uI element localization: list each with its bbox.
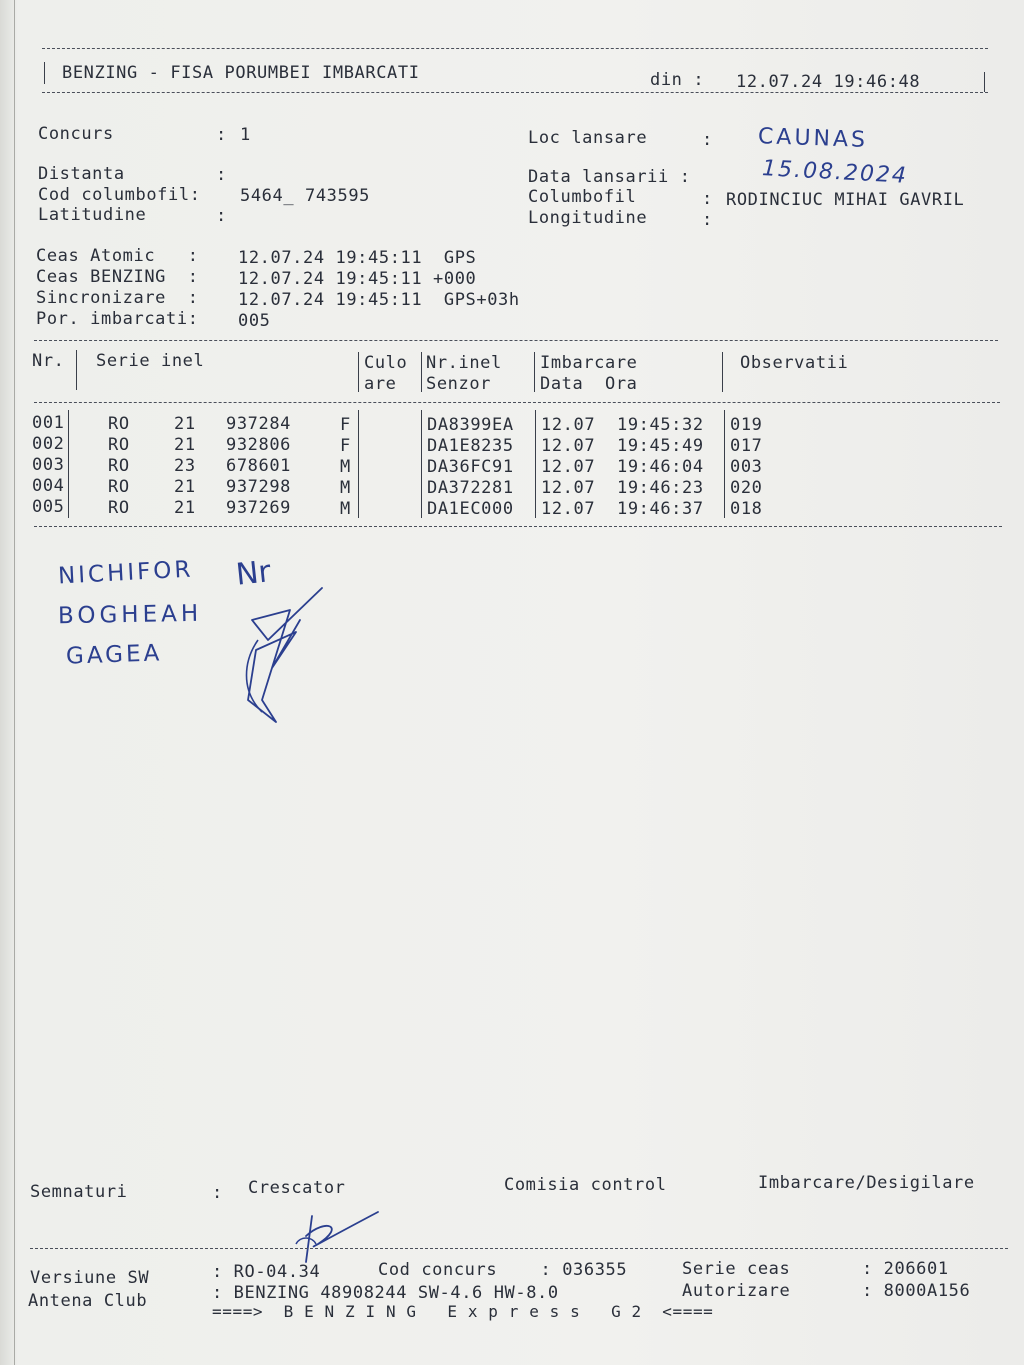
cell-senzor: DA8399EA	[427, 415, 514, 435]
header-bottom-rule	[42, 92, 988, 93]
cell-nr: 003	[32, 455, 65, 475]
cell-senzor: DA372281	[427, 478, 514, 498]
cell-tara: RO	[108, 477, 130, 497]
row-divider-ora	[724, 410, 725, 518]
ceas-benzing-label: Ceas BENZING :	[36, 267, 199, 287]
crescator-signature-scribble	[0, 0, 1, 1]
cell-an: 21	[174, 414, 196, 434]
data-lansarii-label: Data lansarii :	[528, 167, 691, 187]
paper-edge	[14, 0, 15, 1365]
cell-nr: 004	[32, 476, 65, 496]
latitudine-label: Latitudine	[38, 205, 147, 225]
columbofil-value: RODINCIUC MIHAI GAVRIL	[726, 190, 965, 210]
concurs-label: Concurs	[38, 124, 114, 144]
cell-tara: RO	[108, 414, 130, 434]
din-value: 12.07.24 19:46:48	[736, 72, 921, 92]
autorizare-value: : 8000A156	[862, 1281, 971, 1301]
cell-data: 12.07	[541, 499, 596, 519]
din-label: din :	[650, 70, 705, 90]
cell-tara: RO	[108, 435, 130, 455]
cell-nr: 001	[32, 413, 65, 433]
ceas-atomic-value: 12.07.24 19:45:11 GPS	[238, 248, 477, 268]
sincronizare-value: 12.07.24 19:45:11 GPS+03h	[238, 290, 520, 310]
handwritten-name-3: GAGEA	[65, 640, 163, 670]
handwritten-nr-mark: Nr	[234, 554, 273, 593]
cell-ora: 19:46:23	[617, 478, 704, 498]
table-header-rule	[34, 402, 1000, 403]
latitudine-sep: :	[216, 206, 227, 226]
columbofil-sep: :	[702, 189, 713, 209]
cod-columbofil-value: 5464_ 743595	[240, 186, 371, 206]
distanta-sep: :	[216, 165, 227, 185]
cell-tara: RO	[108, 456, 130, 476]
columbofil-label: Columbofil	[528, 187, 637, 207]
header-right-bar	[984, 72, 985, 92]
cell-an: 21	[174, 498, 196, 518]
cell-an: 21	[174, 477, 196, 497]
antena-club-label: Antena Club	[28, 1291, 148, 1311]
row-divider-nr	[68, 410, 69, 518]
autorizare-label: Autorizare	[682, 1281, 791, 1301]
loc-lansare-handwritten: CAUNAS	[757, 124, 869, 153]
cell-tara: RO	[108, 498, 130, 518]
cell-data: 12.07	[541, 457, 596, 477]
cell-inel: 937284	[226, 414, 292, 434]
signature-comisia: Comisia control	[504, 1175, 667, 1195]
cell-sex: F	[340, 415, 351, 435]
row-divider-serie	[358, 410, 359, 518]
cell-sex: M	[340, 499, 351, 519]
handwritten-name-2: BOGHEAH	[57, 600, 203, 630]
loc-lansare-sep: :	[702, 130, 713, 150]
cod-concurs: Cod concurs : 036355	[378, 1260, 628, 1280]
col-header-culoare-2: are	[364, 374, 397, 394]
cell-obs: 017	[730, 436, 763, 456]
cell-sex: M	[340, 457, 351, 477]
cod-columbofil-label: Cod columbofil:	[38, 185, 201, 205]
table-bottom-rule	[34, 526, 1002, 527]
cell-inel: 937298	[226, 477, 292, 497]
concurs-value: 1	[240, 125, 251, 145]
cell-obs: 003	[730, 457, 763, 477]
table-top-rule	[34, 340, 998, 341]
cell-inel: 932806	[226, 435, 292, 455]
signature-crescator: Crescator	[248, 1178, 346, 1198]
cell-nr: 002	[32, 434, 65, 454]
antena-club-value: : BENZING 48908244 SW-4.6 HW-8.0	[212, 1283, 559, 1303]
distanta-label: Distanta	[38, 164, 125, 184]
cell-sex: M	[340, 478, 351, 498]
cell-obs: 020	[730, 478, 763, 498]
sincronizare-label: Sincronizare :	[36, 288, 199, 308]
cell-ora: 19:45:49	[617, 436, 704, 456]
data-lansarii-handwritten: 15.08.2024	[761, 156, 909, 189]
row-divider-culoare	[421, 410, 422, 518]
col-header-nrinel-2: Senzor	[426, 374, 492, 394]
cell-obs: 018	[730, 499, 763, 519]
header-divider-nrinel	[534, 352, 535, 392]
cell-obs: 019	[730, 415, 763, 435]
concurs-sep: :	[216, 125, 227, 145]
col-header-observatii: Observatii	[740, 353, 849, 373]
footer-top-rule	[30, 1248, 1008, 1249]
por-imbarcati-value: 005	[238, 311, 271, 331]
col-header-nr: Nr.	[32, 351, 65, 371]
header-divider-imbarcare	[722, 352, 723, 392]
benzing-express-banner: ====> B E N Z I N G E x p r e s s G 2 <====	[212, 1302, 714, 1321]
handwritten-name-1: NICHIFOR	[57, 556, 195, 590]
cell-an: 21	[174, 435, 196, 455]
cell-data: 12.07	[541, 415, 596, 435]
cell-senzor: DA36FC91	[427, 457, 514, 477]
cell-nr: 005	[32, 497, 65, 517]
cell-sex: F	[340, 436, 351, 456]
ceas-benzing-value: 12.07.24 19:45:11 +000	[238, 269, 477, 289]
row-divider-senzor	[535, 410, 536, 518]
longitudine-sep: :	[702, 210, 713, 230]
por-imbarcati-label: Por. imbarcati:	[36, 309, 199, 329]
serie-ceas-value: : 206601	[862, 1259, 949, 1279]
col-header-culoare-1: Culo	[364, 353, 408, 373]
cell-senzor: DA1E8235	[427, 436, 514, 456]
cell-ora: 19:45:32	[617, 415, 704, 435]
header-divider-culoare	[421, 352, 422, 392]
cell-inel: 937269	[226, 498, 292, 518]
cell-data: 12.07	[541, 478, 596, 498]
col-header-imbarcare-2: Data Ora	[540, 374, 638, 394]
semnaturi-label: Semnaturi	[30, 1182, 128, 1202]
col-header-serie: Serie inel	[96, 351, 205, 371]
signature-imbarcare: Imbarcare/Desigilare	[758, 1173, 975, 1193]
header-top-rule	[42, 48, 988, 49]
cell-senzor: DA1EC000	[427, 499, 514, 519]
versiune-sw-label: Versiune SW	[30, 1268, 150, 1288]
cell-inel: 678601	[226, 456, 292, 476]
cell-ora: 19:46:37	[617, 499, 704, 519]
document-title: BENZING - FISA PORUMBEI IMBARCATI	[62, 63, 420, 83]
header-divider-serie	[358, 352, 359, 392]
semnaturi-sep: :	[212, 1183, 223, 1203]
col-header-nrinel-1: Nr.inel	[426, 353, 502, 373]
header-divider-nr	[76, 350, 77, 390]
longitudine-label: Longitudine	[528, 208, 648, 228]
cell-an: 23	[174, 456, 196, 476]
versiune-sw-value: : RO-04.34	[212, 1262, 321, 1282]
header-left-bar	[44, 62, 45, 84]
cell-data: 12.07	[541, 436, 596, 456]
ceas-atomic-label: Ceas Atomic :	[36, 246, 199, 266]
cell-ora: 19:46:04	[617, 457, 704, 477]
loc-lansare-label: Loc lansare	[528, 128, 648, 148]
serie-ceas-label: Serie ceas	[682, 1259, 791, 1279]
col-header-imbarcare-1: Imbarcare	[540, 353, 638, 373]
